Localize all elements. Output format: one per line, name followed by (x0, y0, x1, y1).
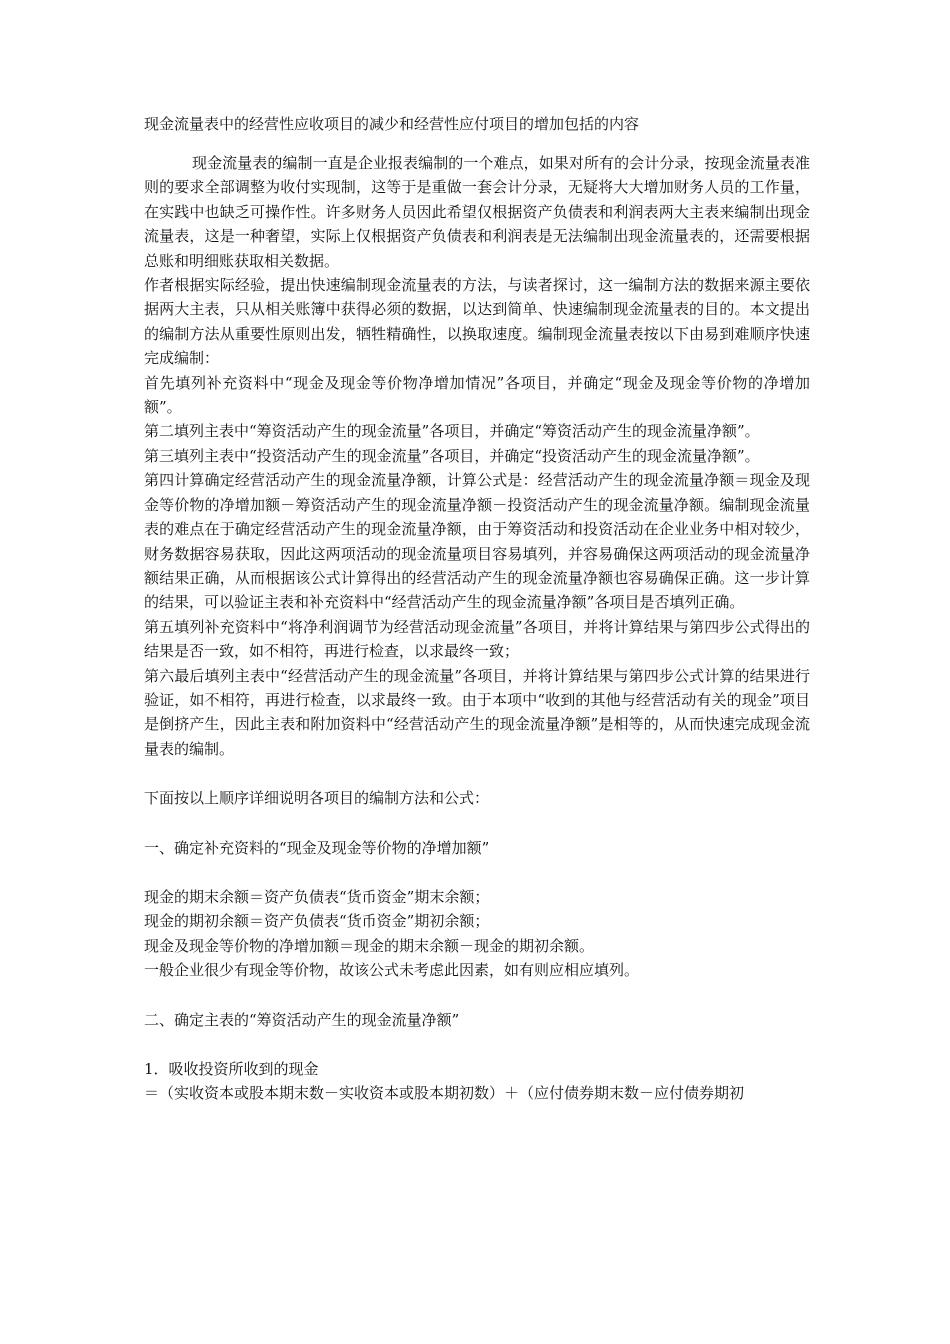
step-5-paragraph: 第五填列补充资料中“将净利润调节为经营活动现金流量”各项目，并将计算结果与第四步公式得出的结果是否一致，如不相符，再进行检查，以求最终一致； (144, 617, 810, 661)
document-page (144, 112, 810, 1106)
section-2-item-1-title: 1．吸收投资所收到的现金 (144, 1060, 319, 1078)
section-1-line: 现金的期末余额＝资产负债表“货币资金”期末余额； (144, 887, 490, 906)
section-1-line: 现金及现金等价物的净增加额＝现金的期末余额－现金的期初余额。 (144, 936, 595, 955)
section-1-heading: 一、确定补充资料的“现金及现金等价物的净增加额” (144, 838, 490, 857)
spacer (144, 1032, 810, 1057)
section-2-heading: 二、确定主表的“筹资活动产生的现金流量净额” (144, 1010, 460, 1029)
section-1-line: 一般企业很少有现金等价物，故该公式未考虑此因素，如有则应相应填列。 (144, 961, 640, 980)
step-3-paragraph: 第三填列主表中“投资活动产生的现金流量”各项目，并确定“投资活动产生的现金流量净额”。 (144, 446, 760, 465)
step-4-paragraph: 第四计算确定经营活动产生的现金流量净额，计算公式是：经营活动产生的现金流量净额＝现金及现金等价物的净增加额－筹资活动产生的现金流量净额－投资活动产生的现金流量净额。编制现金流量表的难点在于确定经营活动产生的现金流量净额，由于筹资活动和投资活动在企业业务中相对较少，财务数据容易获取，因此这两项活动的现金流量项目容易填列，并容易确保这两项活动的现金流量净额结果正确，从而根据该公式计算得出的经营活动产生的现金流量净额也容易确保正确。这一步计算的结果，可以验证主表和补充资料中“经营活动产生的现金流量净额”各项目是否填列正确。 (144, 471, 810, 612)
document-title: 现金流量表中的经营性应收项目的减少和经营性应付项目的增加包括的内容 (144, 115, 640, 133)
spacer (144, 860, 810, 885)
spacer (144, 137, 810, 151)
spacer (144, 761, 810, 786)
intro-paragraph: 现金流量表的编制一直是企业报表编制的一个难点，如果对所有的会计分录，按现金流量表准则的要求全部调整为收付实现制，这等于是重做一套会计分录，无疑将大大增加财务人员的工作量，在实践中也缺乏可操作性。许多财务人员因此希望仅根据资产负债表和利润表两大主表来编制出现金流量表，这是一种奢望，实际上仅根据资产负债表和利润表是无法编制出现金流量表的，还需要根据总账和明细账获取相关数据。 (144, 154, 810, 270)
detail-intro: 下面按以上顺序详细说明各项目的编制方法和公式： (144, 789, 490, 808)
section-2-item-1-formula: ＝（实收资本或股本期末数－实收资本或股本期初数）＋（应付债券期末数－应付债券期初 (144, 1084, 745, 1103)
spacer (144, 983, 810, 1008)
step-1-paragraph: 首先填列补充资料中“现金及现金等价物净增加情况”各项目，并确定“现金及现金等价物的净增加额”。 (144, 373, 810, 417)
spacer (144, 811, 810, 836)
step-2-paragraph: 第二填列主表中“筹资活动产生的现金流量”各项目，并确定“筹资活动产生的现金流量净额”。 (144, 422, 760, 441)
step-6-paragraph: 第六最后填列主表中“经营活动产生的现金流量”各项目，并将计算结果与第四步公式计算的结果进行验证，如不相符，再进行检查，以求最终一致。由于本项中“收到的其他与经营活动有关的现金”项目是倒挤产生，因此主表和附加资料中“经营活动产生的现金流量净额”是相等的，从而快速完成现金流量表的编制。 (144, 666, 810, 758)
section-1-line: 现金的期初余额＝资产负债表“货币资金”期初余额； (144, 912, 490, 931)
method-paragraph: 作者根据实际经验，提出快速编制现金流量表的方法，与读者探讨，这一编制方法的数据来源主要依据两大主表，只从相关账簿中获得必须的数据，以达到简单、快速编制现金流量表的目的。本文提出的编制方法从重要性原则出发，牺牲精确性，以换取速度。编制现金流量表按以下由易到难顺序快速完成编制： (144, 276, 810, 368)
